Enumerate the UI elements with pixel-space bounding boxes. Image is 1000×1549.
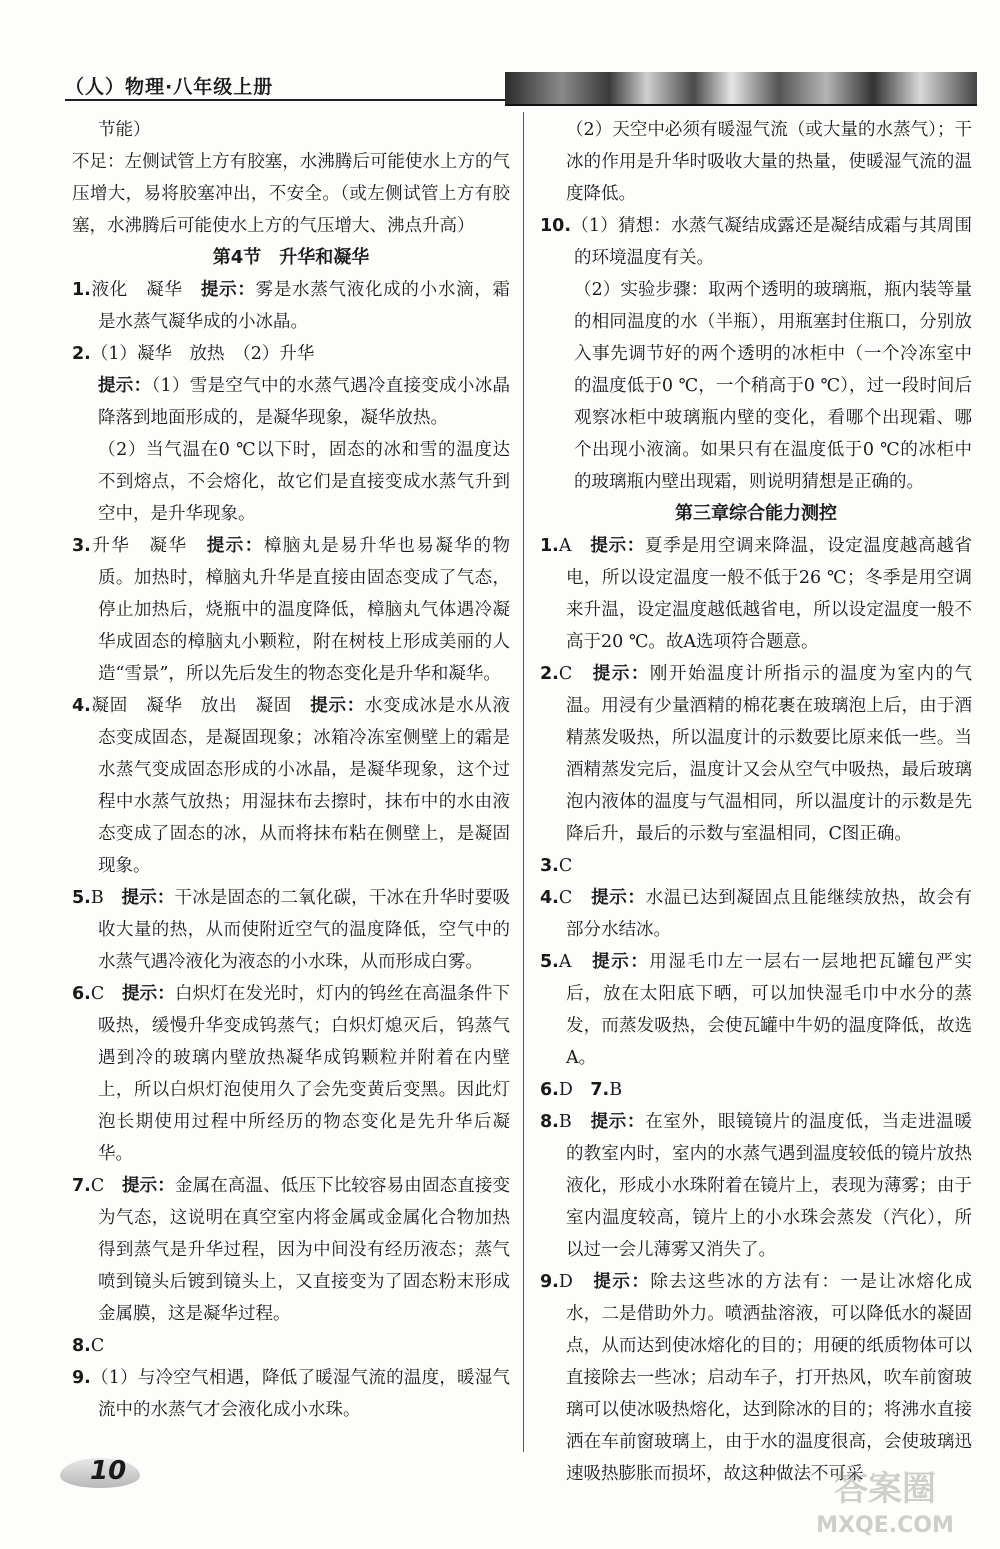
left-column xyxy=(72,114,510,1426)
answer-item: 6.C 提示：白炽灯在发光时，灯内的钨丝在高温条件下吸热，缓慢升华变成钨蒸气；白炽灯熄灭后，钨蒸气遇到冷的玻璃内壁放热凝华成钨颗粒并附着在内壁上，所以白炽灯泡使用久了会先变黄后变黑。因此灯泡长期使用过程中所经历的物态变化是先升华后凝华。 xyxy=(72,984,511,1164)
page-number xyxy=(60,1452,150,1496)
answer-item: 8.C xyxy=(72,1336,105,1356)
header-rule xyxy=(65,99,505,101)
column-divider xyxy=(523,112,524,1452)
header-title: （人）物理·八年级上册 xyxy=(65,76,274,98)
answer-item: 4.C 提示：水温已达到凝固点且能继续放热，故会有部分水结冰。 xyxy=(540,888,972,940)
answer-text: 不足：左侧试管上方有胶塞，水沸腾后可能使水上方的气压增大，易将胶塞冲出，不安全。（或左侧试管上方有胶塞，水沸腾后可能使水上方的气压增大、沸点升高） xyxy=(72,152,510,236)
watermark-line1: 答案圈 xyxy=(834,1469,936,1509)
answer-item: 2.C 提示：刚开始温度计所指示的温度为室内的气温。用浸有少量酒精的棉花裹在玻璃泡上后，由于酒精蒸发吸热，所以温度计的示数要比原来低一些。当酒精蒸发完后，温度计又会从空气中吸热，最后玻璃泡内液体的温度与气温相同，所以温度计的示数是先降后升，最后的示数与室温相同，C图正确。 xyxy=(540,664,973,844)
answer-item: 3.升华 凝华 提示：樟脑丸是易升华也易凝华的物质。加热时，樟脑丸升华是直接由固态变成了气态，停止加热后，烧瓶中的温度降低，樟脑丸气体遇冷凝华成固态的樟脑丸小颗粒，附在树枝上形成美丽的人造“雪景”，所以先后发生的物态变化是升华和凝华。 xyxy=(72,536,511,684)
right-column xyxy=(540,114,972,1490)
header-banner-image xyxy=(505,72,977,106)
watermark-line2: MXQE.COM xyxy=(816,1513,954,1538)
answer-item: 4.凝固 凝华 放出 凝固 提示：水变成冰是水从液态变成固态，是凝固现象；冰箱冷冻室侧壁上的霜是水蒸气变成固态形成的小冰晶，是凝华现象，这个过程中水蒸气放热；用湿抹布去擦时，抹布中的水由液态变成了固态的冰，从而将抹布粘在侧壁上，是凝固现象。 xyxy=(72,696,511,876)
answer-item: 7.C 提示：金属在高温、低压下比较容易由固态直接变为气态，这说明在真空室内将金属或金属化合物加热得到蒸气是升华过程，因为中间没有经历液态；蒸气喷到镜头后镀到镜头上，又直接变为了固态粉末形成金属膜，这是凝华过程。 xyxy=(72,1176,511,1324)
page-number-text: 10 xyxy=(90,1456,127,1486)
answer-item: 1.液化 凝华 提示：雾是水蒸气液化成的小水滴，霜是水蒸气凝华成的小冰晶。 xyxy=(72,280,511,332)
page-header xyxy=(65,62,977,106)
answer-item: 9.（1）与冷空气相遇，降低了暖湿气流的温度，暖湿气流中的水蒸气才会液化成小水珠。 xyxy=(72,1368,510,1420)
answer-item: 5.A 提示：用湿毛巾左一层右一层地把瓦罐包严实后，放在太阳底下晒，可以加快湿毛巾中水分的蒸发，而蒸发吸热，会使瓦罐中牛奶的温度降低，故选A。 xyxy=(540,952,973,1068)
answer-text: （2）天空中必须有暖湿气流（或大量的水蒸气）；干冰的作用是升华时吸收大量的热量，使暖湿气流的温度降低。 xyxy=(566,120,972,204)
answer-item: 2.（1）凝华 放热 （2）升华 xyxy=(72,344,315,364)
answer-text: （2）实验步骤：取两个透明的玻璃瓶，瓶内装等量的相同温度的水（半瓶），用瓶塞封住瓶口，分别放入事先调节好的两个透明的冰柜中（一个冷冻室中的温度低于0 ℃，一个稍高于0 ℃），过一段时间后观察冰柜中玻璃瓶内壁的变化，看哪个出现霜、哪个出现小液滴。如果只有在温度低于0 ℃的冰柜中的玻璃瓶内壁出现霜，则说明猜想是正确的。 xyxy=(574,280,972,492)
answer-item: 1.A 提示：夏季是用空调来降温，设定温度越高越省电，所以设定温度一般不低于26 ℃；冬季是用空调来升温，设定温度越低越省电，所以设定温度一般不高于20 ℃。故A选项符合题意。 xyxy=(540,536,973,652)
section-title: 第4节 升华和凝华 xyxy=(212,247,370,268)
watermark-logo xyxy=(780,1460,990,1540)
answer-text: 节能） xyxy=(98,120,151,140)
answer-item: 9.D 提示：除去这些冰的方法有：一是让冰熔化成水，二是借助外力。喷洒盐溶液，可以降低水的凝固点，从而达到使冰熔化的目的；用硬的纸质物体可以直接除去一些冰；启动车子，打开热风，吹车前窗玻璃可以使冰吸热熔化，达到除冰的目的；将沸水直接洒在车前窗玻璃上，由于水的温度很高，会使玻璃迅速吸热膨胀而损坏，故这种做法不可采 xyxy=(540,1272,973,1484)
answer-item: 6.D 7.B xyxy=(540,1080,623,1100)
section-title: 第三章综合能力测控 xyxy=(675,503,837,524)
answer-hint: 提示：（1）雪是空气中的水蒸气遇冷直接变成小冰晶降落到地面形成的，是凝华现象，凝华放热。 xyxy=(98,376,511,428)
answer-hint: （2）当气温在0 ℃以下时，固态的冰和雪的温度达不到熔点，不会熔化，故它们是直接变成水蒸气升到空中，是升华现象。 xyxy=(98,440,510,524)
answer-item: 8.B 提示：在室外，眼镜镜片的温度低，当走进温暖的教室内时，室内的水蒸气遇到温度较低的镜片放热液化，形成小水珠附着在镜片上，表现为薄雾；由于室内温度较高，镜片上的小水珠会蒸发（汽化），所以过一会儿薄雾又消失了。 xyxy=(540,1112,973,1260)
answer-item: 10.（1）猜想：水蒸气凝结成露还是凝结成霜与其周围的环境温度有关。 xyxy=(540,216,972,268)
answer-item: 5.B 提示：干冰是固态的二氧化碳，干冰在升华时要吸收大量的热，从而使附近空气的温度降低，空气中的水蒸气遇冷液化为液态的小水珠，从而形成白雾。 xyxy=(72,888,511,972)
answer-item: 3.C xyxy=(540,856,573,876)
